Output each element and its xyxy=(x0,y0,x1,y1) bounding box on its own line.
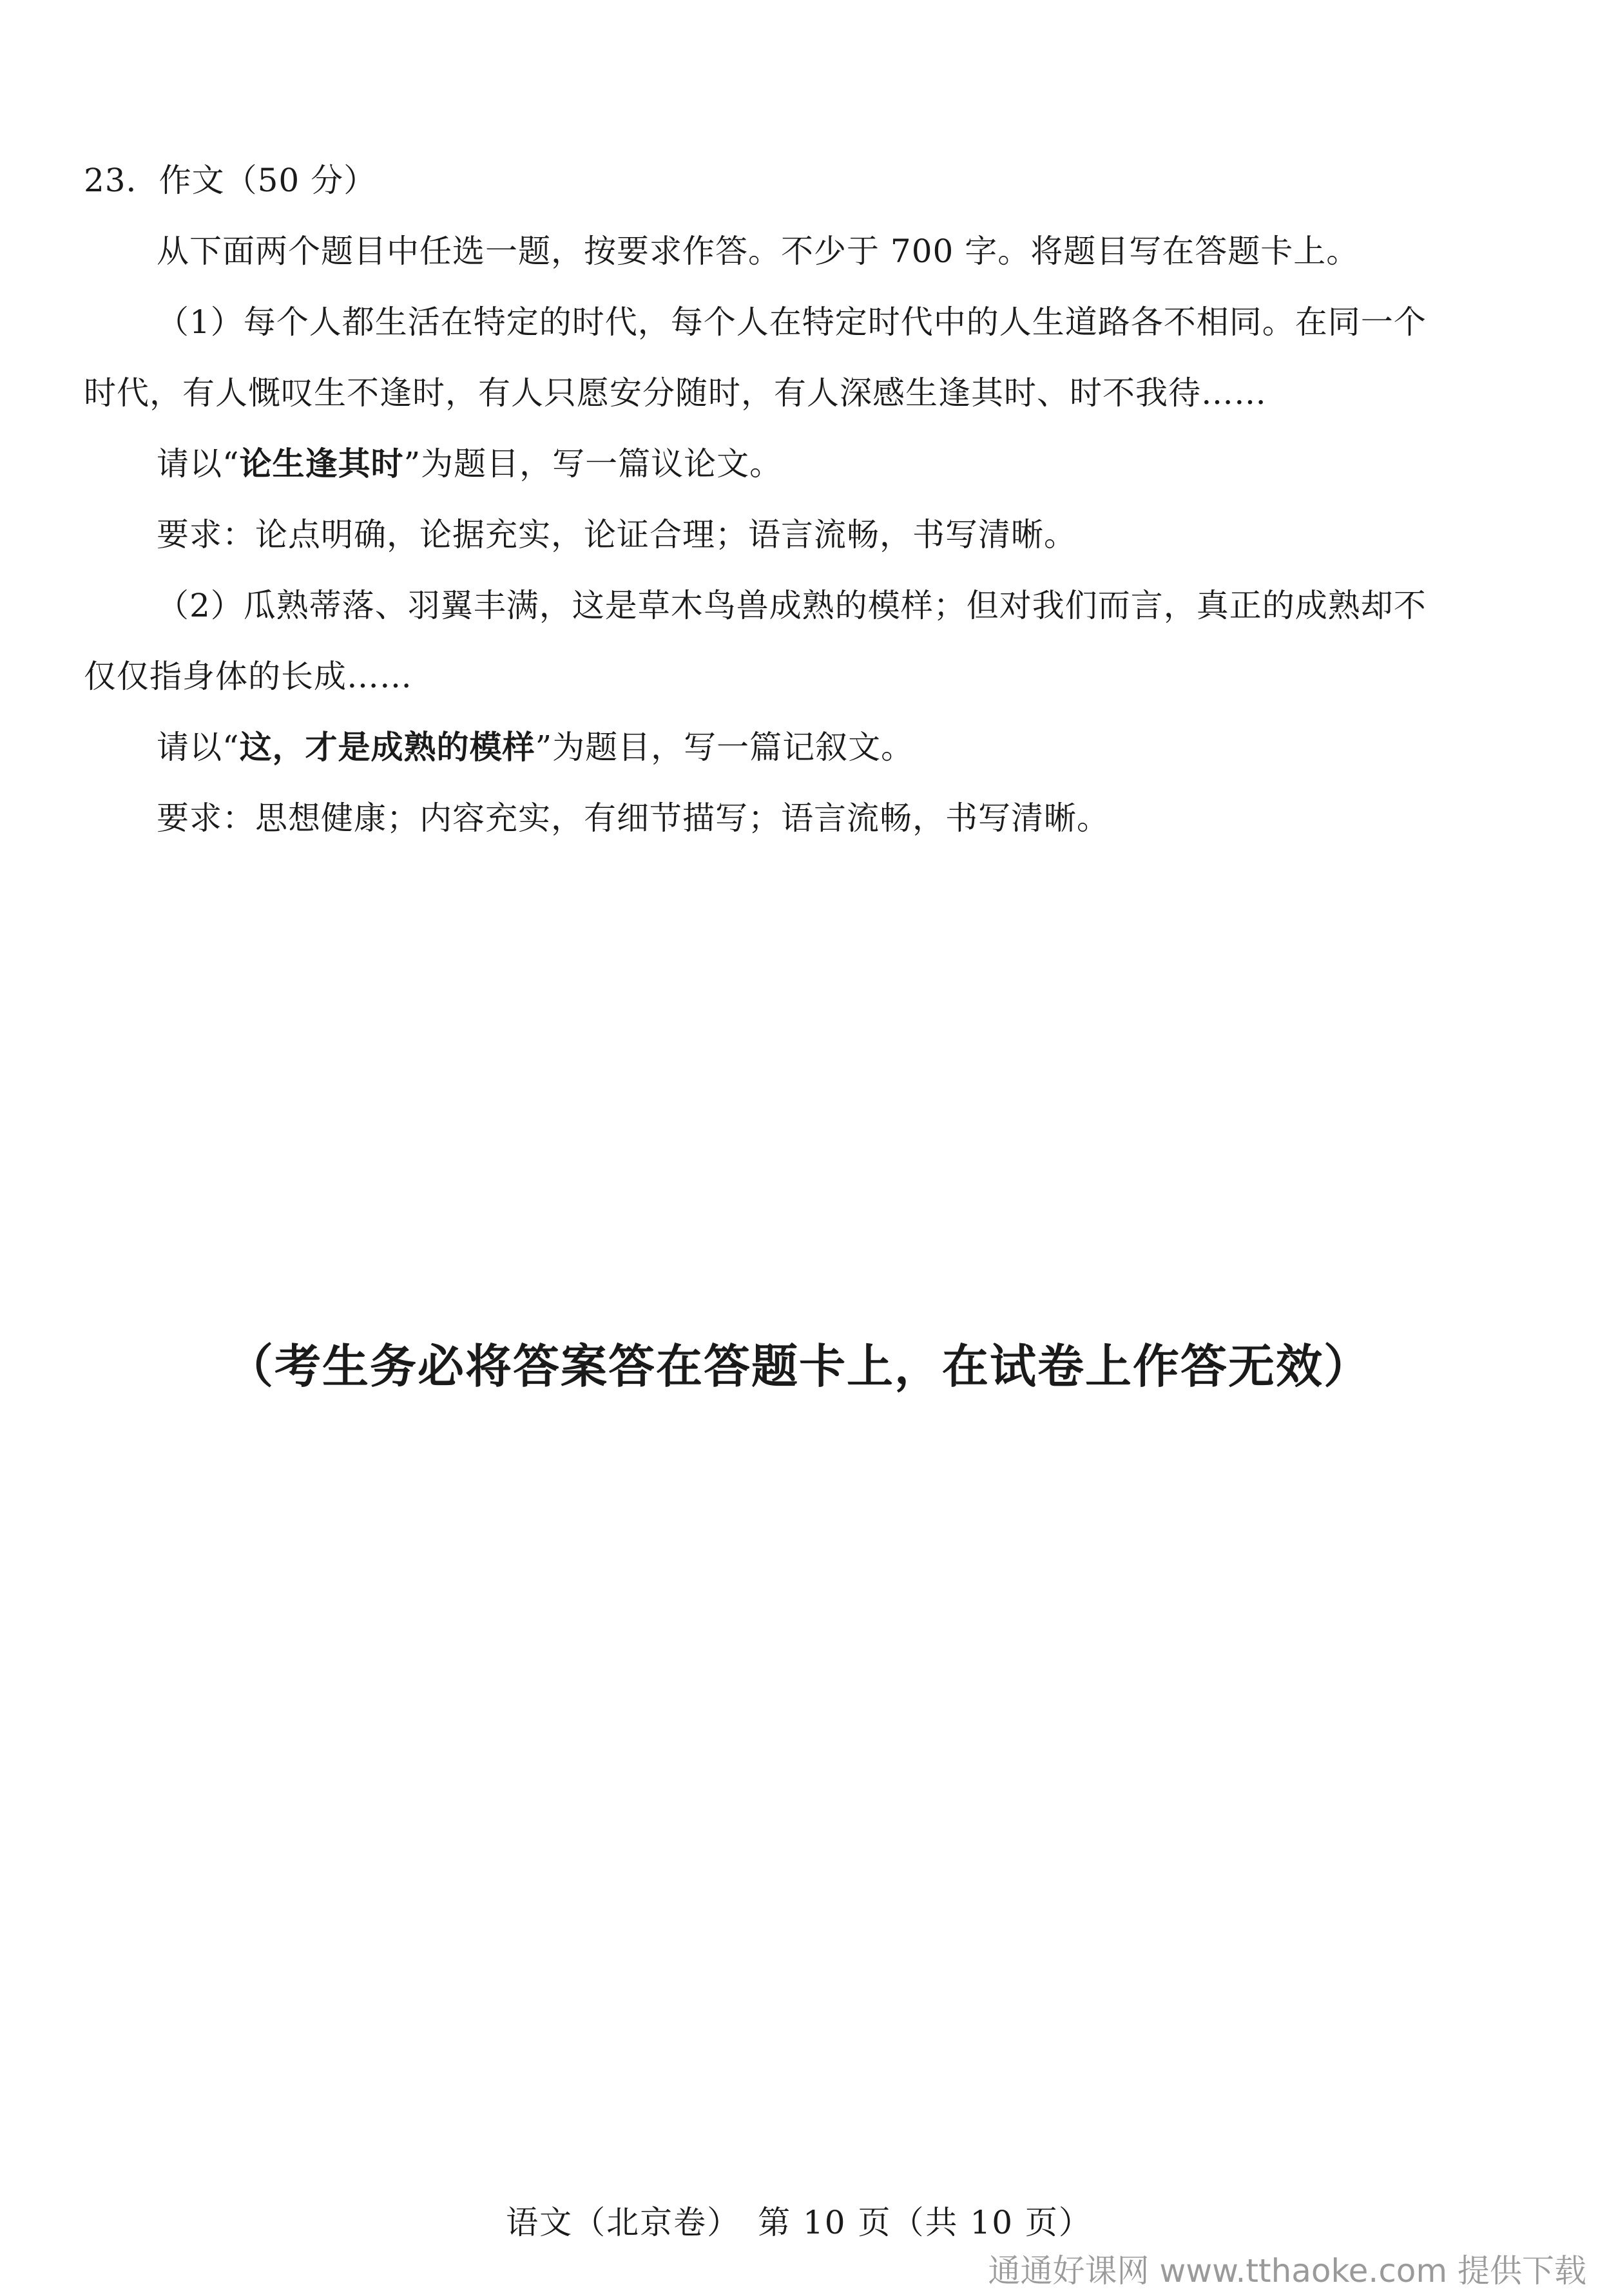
prompt2-task xyxy=(157,729,914,766)
answer-sheet-notice: （考生务必将答案答在答题卡上，在试卷上作答无效） xyxy=(226,1339,1371,1393)
question-instruction: 从下面两个题目中任选一题，按要求作答。不少于 700 字。将题目写在答题卡上。 xyxy=(157,233,1360,270)
prompt1-task-prefix: 请以“ xyxy=(157,445,240,483)
prompt1-intro-line1: （1）每个人都生活在特定的时代，每个人在特定时代中的人生道路各不相同。在同一个 xyxy=(157,303,1427,341)
prompt2-requirement: 要求：思想健康；内容充实，有细节描写；语言流畅，书写清晰。 xyxy=(157,799,1110,837)
prompt2-task-prefix: 请以“ xyxy=(157,729,240,766)
question-title: 23．作文（50 分） xyxy=(84,162,377,199)
page-footer: 语文（北京卷） 第 10 页（共 10 页） xyxy=(506,2204,1092,2241)
prompt1-task-title: 论生逢其时 xyxy=(239,445,404,483)
prompt2-task-suffix: ”为题目，写一篇记叙文。 xyxy=(535,729,914,766)
prompt1-requirement: 要求：论点明确，论据充实，论证合理；语言流畅，书写清晰。 xyxy=(157,516,1077,553)
prompt1-intro-line2: 时代，有人慨叹生不逢时，有人只愿安分随时，有人深感生逢其时、时不我待…… xyxy=(84,374,1267,412)
prompt2-intro-line2: 仅仅指身体的长成…… xyxy=(84,658,412,695)
prompt2-intro-line1: （2）瓜熟蒂落、羽翼丰满，这是草木鸟兽成熟的模样；但对我们而言，真正的成熟却不 xyxy=(157,587,1427,624)
prompt1-task xyxy=(157,445,783,483)
source-watermark: 通通好课网 www.tthaoke.com 提供下载 xyxy=(988,2252,1586,2290)
prompt1-task-suffix: ”为题目，写一篇议论文。 xyxy=(403,445,783,483)
prompt2-task-title: 这，才是成熟的模样 xyxy=(239,729,535,766)
